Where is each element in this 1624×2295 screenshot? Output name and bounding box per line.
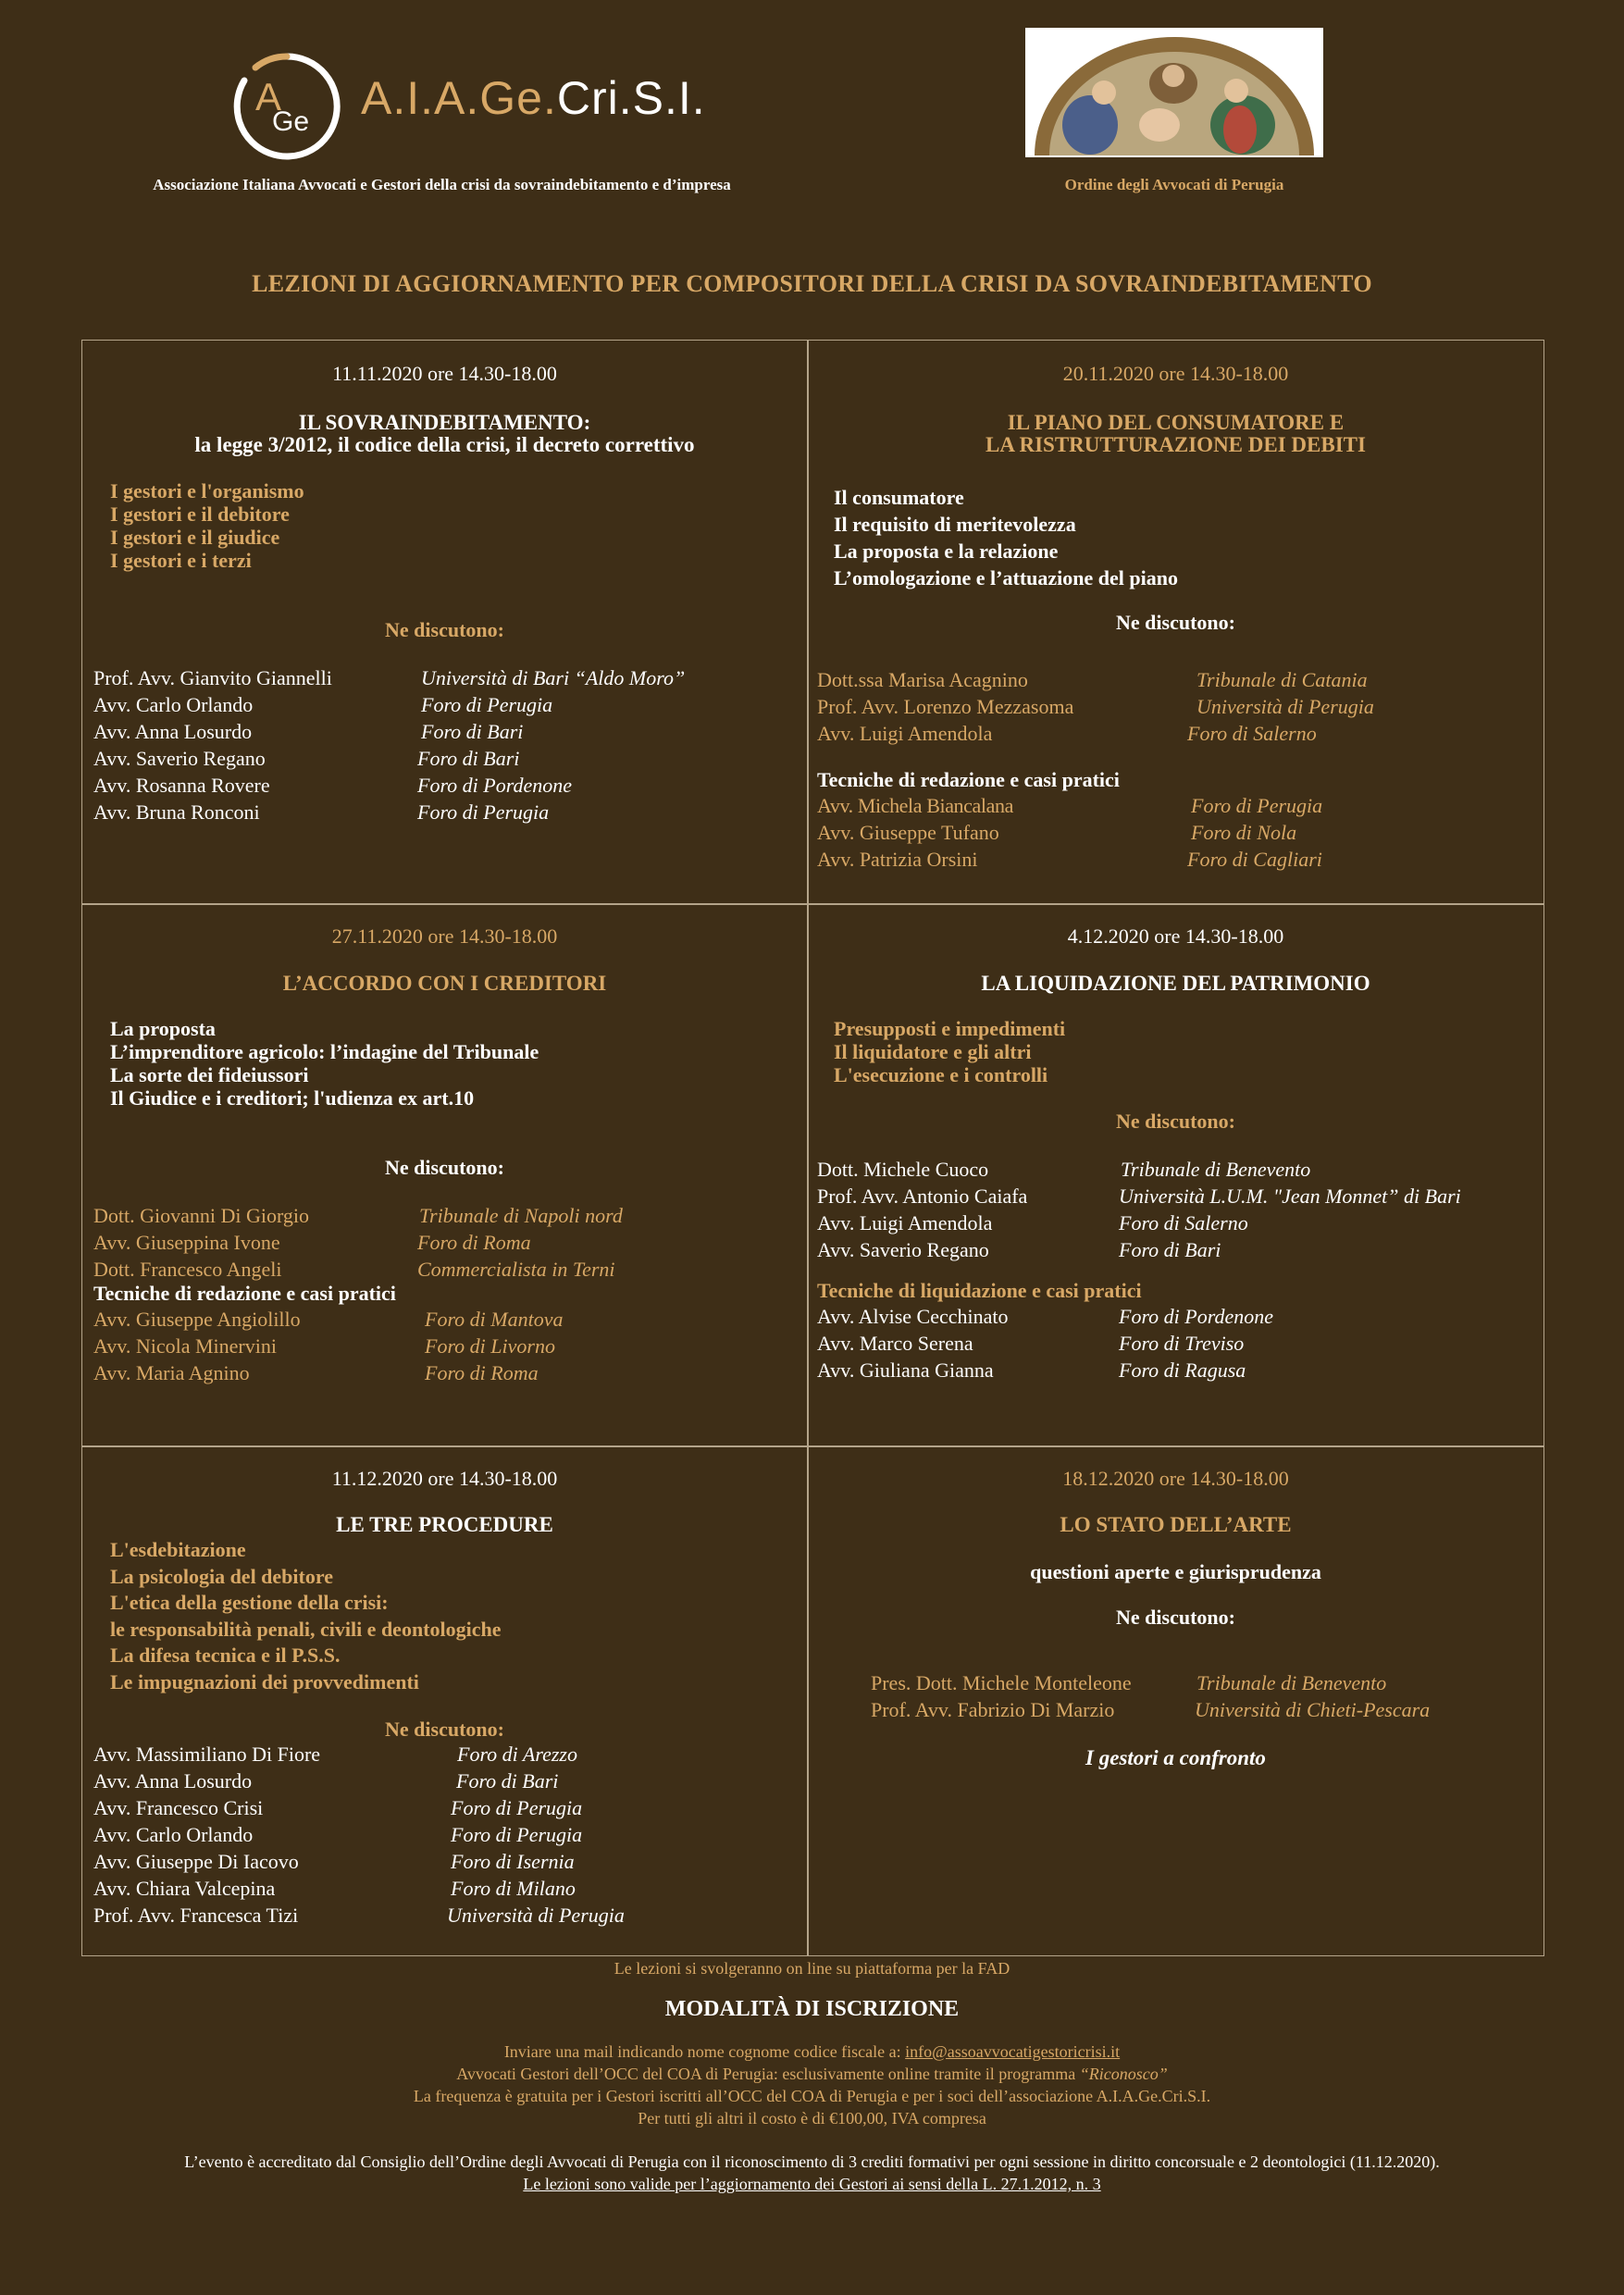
speaker-name: Prof. Avv. Antonio Caiafa — [817, 1185, 1028, 1208]
topic-item: Il requisito di meritevolezza — [834, 513, 1076, 536]
session-title: IL SOVRAINDEBITAMENTO: — [298, 411, 591, 434]
speaker-name: Avv. Giuseppe Angiolillo — [93, 1308, 301, 1331]
speaker-affiliation: Tribunale di Catania — [1196, 668, 1368, 691]
page-title: LEZIONI DI AGGIORNAMENTO PER COMPOSITORI DELLA CRISI DA SOVRAINDEBITAMENTO — [252, 270, 1372, 297]
order-caption: Ordine degli Avvocati di Perugia — [1064, 176, 1284, 193]
topic-item: I gestori e il giudice — [110, 526, 280, 549]
discussion-label: Ne discutono: — [385, 1156, 504, 1179]
speaker-name: Prof. Avv. Lorenzo Mezzasoma — [817, 695, 1074, 718]
registration-title: MODALITÀ DI ISCRIZIONE — [664, 1997, 960, 2021]
speaker-affiliation: Foro di Pordenone — [417, 774, 573, 797]
speaker-name: Avv. Michela Biancalana — [817, 794, 1013, 817]
topics-list — [110, 479, 304, 572]
session-subtitle: questioni aperte e giurisprudenza — [1030, 1560, 1321, 1583]
association-logo — [231, 51, 713, 162]
association-caption: Associazione Italiana Avvocati e Gestori della crisi da sovraindebitamento e d’impresa — [153, 176, 731, 193]
session-cell-4 — [808, 904, 1543, 1445]
speaker-affiliation: Tribunale di Napoli nord — [419, 1204, 623, 1227]
speaker-name: Avv. Patrizia Orsini — [817, 848, 978, 871]
session-title: LA LIQUIDAZIONE DEL PATRIMONIO — [981, 972, 1370, 995]
speaker-name: Avv. Anna Losurdo — [93, 1769, 253, 1793]
practice-label: Tecniche di redazione e casi pratici — [93, 1282, 396, 1305]
practice-label: Tecniche di liquidazione e casi pratici — [817, 1279, 1142, 1302]
topic-item: I gestori e il debitore — [110, 502, 290, 526]
speaker-name: Avv. Giuseppe Tufano — [817, 821, 999, 844]
practice-label: Tecniche di redazione e casi pratici — [817, 768, 1120, 791]
session-cell-2 — [808, 341, 1543, 903]
sessions-grid — [81, 340, 1544, 1956]
speaker-name: Avv. Marco Serena — [817, 1332, 973, 1355]
speaker-affiliation: Foro di Salerno — [1119, 1211, 1248, 1234]
topic-item: L’imprenditore agricolo: l’indagine del Tribunale — [110, 1040, 539, 1063]
topic-item: L'esdebitazione — [110, 1538, 246, 1561]
bar-order-painting — [1025, 28, 1323, 157]
logo-wordmark — [361, 71, 706, 125]
topics-list — [834, 1017, 1065, 1086]
speaker-affiliation: Foro di Treviso — [1119, 1332, 1245, 1355]
validity-line: Le lezioni sono valide per l’aggiornamento dei Gestori ai sensi della L. 27.1.2012, n. 3 — [523, 2175, 1101, 2193]
session-title: L’ACCORDO CON I CREDITORI — [282, 972, 607, 995]
occ-line-text: Avvocati Gestori dell’OCC del COA di Perugia: esclusivamente online tramite il programma — [456, 2065, 1080, 2083]
speaker-name: Avv. Rosanna Rovere — [93, 774, 270, 797]
speaker-name: Avv. Saverio Regano — [817, 1238, 989, 1261]
cost-line: Per tutti gli altri il costo è di €100,00, IVA compresa — [638, 2109, 986, 2128]
speaker-affiliation: Università L.U.M. "Jean Monnet” di Bari — [1119, 1185, 1461, 1208]
topics-list — [110, 1537, 502, 1696]
topic-item: L'etica della gestione della crisi: — [110, 1591, 389, 1615]
speaker-affiliation: Foro di Milano — [451, 1877, 576, 1900]
speaker-name: Dott. Giovanni Di Giorgio — [93, 1204, 310, 1227]
speaker-affiliation: Foro di Ragusa — [1119, 1358, 1246, 1382]
logo-monogram-a: A — [255, 75, 282, 118]
occ-program: “Riconosco” — [1079, 2065, 1168, 2083]
topics-list — [110, 1017, 539, 1110]
session-title: LE TRE PROCEDURE — [336, 1513, 553, 1536]
online-note: Le lezioni si svolgeranno on line su piattaforma per la FAD — [614, 1959, 1010, 1978]
lunette-painting-image — [1025, 28, 1323, 157]
speaker-name: Pres. Dott. Michele Monteleone — [871, 1671, 1132, 1694]
session-title: IL PIANO DEL CONSUMATORE E — [1007, 411, 1345, 434]
speaker-affiliation: Foro di Roma — [425, 1361, 539, 1384]
speaker-name: Avv. Maria Agnino — [93, 1361, 250, 1384]
speaker-affiliation: Foro di Mantova — [425, 1308, 564, 1331]
topic-item: La difesa tecnica e il P.S.S. — [110, 1644, 341, 1668]
speaker-affiliation: Foro di Perugia — [1191, 794, 1323, 817]
session-cell-3 — [82, 904, 807, 1445]
session-title-line2: LA RISTRUTTURAZIONE DEI DEBITI — [986, 433, 1366, 456]
logo-text-suffix: Cri.S.I. — [556, 72, 706, 124]
speaker-name: Dott.ssa Marisa Acagnino — [817, 668, 1028, 691]
topic-item: La proposta e la relazione — [834, 540, 1059, 563]
mail-line — [0, 2042, 1624, 2062]
speaker-name: Avv. Luigi Amendola — [817, 1211, 993, 1234]
logo-text-prefix: A.I.A.Ge. — [361, 72, 557, 124]
occ-line — [0, 2065, 1624, 2084]
speaker-affiliation: Foro di Perugia — [451, 1823, 583, 1846]
session-cell-6 — [808, 1446, 1543, 1955]
speaker-name: Avv. Giuseppe Di Iacovo — [93, 1850, 299, 1873]
speaker-affiliation: Foro di Bari — [1119, 1238, 1221, 1261]
speaker-name: Avv. Bruna Ronconi — [93, 800, 260, 824]
speaker-name: Prof. Avv. Fabrizio Di Marzio — [871, 1698, 1115, 1721]
free-line: La frequenza è gratuita per i Gestori iscritti all’OCC del COA di Perugia e per i soci dell’associazione A.I.A.Ge.Cri.S.I. — [413, 2087, 1211, 2105]
logo-monogram-ge: Ge — [272, 106, 310, 137]
speaker-affiliation: Foro di Salerno — [1187, 722, 1317, 745]
speaker-name: Avv. Massimiliano Di Fiore — [93, 1743, 321, 1766]
speaker-name: Avv. Alvise Cecchinato — [817, 1305, 1009, 1328]
speaker-affiliation: Foro di Bari — [417, 747, 520, 770]
speaker-affiliation: Commercialista in Terni — [417, 1258, 615, 1281]
discussion-label: Ne discutono: — [1116, 611, 1235, 634]
topic-item: I gestori e l'organismo — [110, 479, 304, 502]
accreditation-line: L’evento è accreditato dal Consiglio dell’Ordine degli Avvocati di Perugia con il riconoscimento di 3 crediti formativi per ogni sessione in diritto concorsuale e 2 deontologici (11.12.2020). — [184, 2152, 1440, 2171]
discussion-label: Ne discutono: — [1116, 1606, 1235, 1629]
speaker-affiliation: Foro di Perugia — [417, 800, 550, 824]
speaker-affiliation: Foro di Nola — [1191, 821, 1297, 844]
topic-item: Il Giudice e i creditori; l'udienza ex art.10 — [110, 1086, 475, 1110]
speaker-name: Avv. Carlo Orlando — [93, 693, 254, 716]
logo-ring-icon — [231, 51, 342, 162]
session-subtitle: la legge 3/2012, il codice della crisi, il decreto correttivo — [194, 433, 695, 456]
speaker-affiliation: Foro di Perugia — [421, 693, 553, 716]
topic-item: Presupposti e impedimenti — [834, 1017, 1066, 1040]
speaker-name: Avv. Chiara Valcepina — [93, 1877, 276, 1900]
speaker-affiliation: Foro di Bari — [421, 720, 524, 743]
topic-item: Il consumatore — [834, 486, 964, 509]
speaker-name: Avv. Nicola Minervini — [93, 1334, 277, 1358]
session-date: 18.12.2020 ore 14.30-18.00 — [1062, 1467, 1289, 1490]
topic-item: La psicologia del debitore — [110, 1564, 333, 1588]
speaker-affiliation: Tribunale di Benevento — [1196, 1671, 1387, 1694]
speaker-affiliation: Tribunale di Benevento — [1121, 1158, 1311, 1181]
mail-link[interactable]: info@assoavvocatigestoricrisi.it — [905, 2042, 1121, 2061]
discussion-label: Ne discutono: — [385, 1718, 504, 1741]
speaker-name: Prof. Avv. Gianvito Giannelli — [93, 666, 332, 689]
speaker-affiliation: Foro di Cagliari — [1187, 848, 1322, 871]
speaker-affiliation: Foro di Roma — [417, 1231, 531, 1254]
topic-item: L'esecuzione e i controlli — [834, 1063, 1048, 1086]
speaker-name: Avv. Giuseppina Ivone — [93, 1231, 280, 1254]
speaker-affiliation: Foro di Bari — [456, 1769, 559, 1793]
speaker-affiliation: Università di Chieti-Pescara — [1195, 1698, 1431, 1721]
discussion-label: Ne discutono: — [385, 618, 504, 641]
speaker-name: Avv. Saverio Regano — [93, 747, 266, 770]
session-date: 11.11.2020 ore 14.30-18.00 — [332, 362, 557, 385]
speaker-name: Avv. Luigi Amendola — [817, 722, 993, 745]
speaker-name: Avv. Carlo Orlando — [93, 1823, 254, 1846]
topic-item: I gestori e i terzi — [110, 549, 252, 572]
speaker-name: Prof. Avv. Francesca Tizi — [93, 1904, 299, 1927]
speaker-name: Dott. Francesco Angeli — [93, 1258, 282, 1281]
topic-item: Il liquidatore e gli altri — [834, 1040, 1032, 1063]
session-date: 27.11.2020 ore 14.30-18.00 — [331, 924, 558, 948]
speaker-affiliation: Foro di Arezzo — [457, 1743, 577, 1766]
speaker-name: Avv. Francesco Crisi — [93, 1796, 264, 1819]
speaker-name: Avv. Giuliana Gianna — [817, 1358, 994, 1382]
session-date: 11.12.2020 ore 14.30-18.00 — [331, 1467, 558, 1490]
session-date: 20.11.2020 ore 14.30-18.00 — [1062, 362, 1289, 385]
session-date: 4.12.2020 ore 14.30-18.00 — [1067, 924, 1284, 948]
topic-item: le responsabilità penali, civili e deontologiche — [110, 1617, 502, 1641]
speaker-affiliation: Università di Perugia — [1196, 695, 1374, 718]
topic-item: La proposta — [110, 1017, 216, 1040]
speaker-affiliation: Foro di Livorno — [425, 1334, 555, 1358]
topic-item: L’omologazione e l’attuazione del piano — [834, 566, 1178, 589]
session-cell-5 — [82, 1446, 807, 1955]
speaker-name: Dott. Michele Cuoco — [817, 1158, 989, 1181]
speaker-affiliation: Foro di Isernia — [451, 1850, 575, 1873]
topics-list — [834, 484, 1178, 591]
topic-item: Le impugnazioni dei provvedimenti — [110, 1669, 419, 1693]
speaker-affiliation: Foro di Pordenone — [1119, 1305, 1274, 1328]
closing-note: I gestori a confronto — [1085, 1746, 1266, 1769]
speaker-affiliation: Università di Bari “Aldo Moro” — [421, 666, 686, 689]
speaker-affiliation: Foro di Perugia — [451, 1796, 583, 1819]
discussion-label: Ne discutono: — [1116, 1110, 1235, 1133]
mail-line-text: Inviare una mail indicando nome cognome codice fiscale a: — [503, 2042, 906, 2061]
speaker-affiliation: Università di Perugia — [447, 1904, 625, 1927]
session-title: LO STATO DELL’ARTE — [1060, 1513, 1292, 1536]
topic-item: La sorte dei fideiussori — [110, 1063, 309, 1086]
session-cell-1 — [82, 341, 807, 903]
speaker-name: Avv. Anna Losurdo — [93, 720, 253, 743]
